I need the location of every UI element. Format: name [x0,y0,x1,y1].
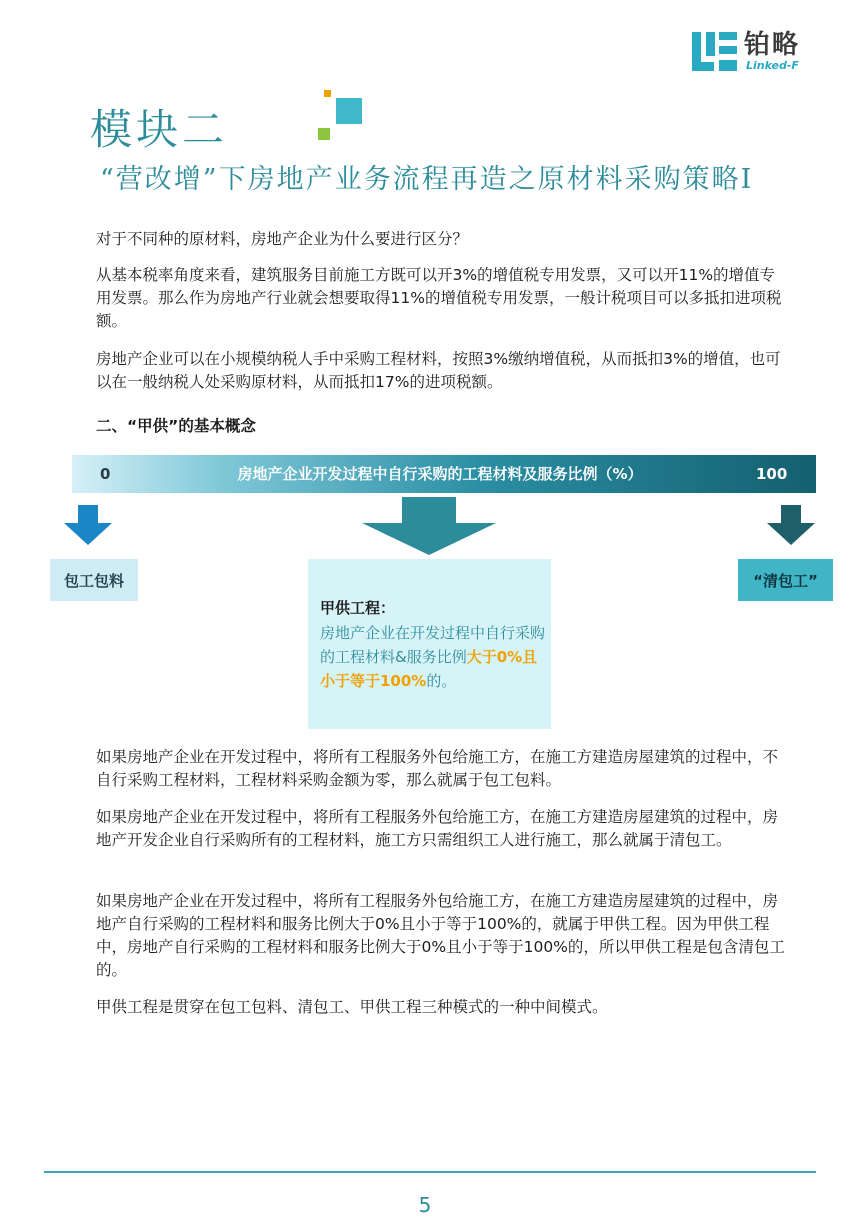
owner-supplied-heading: 甲供工程： [320,599,396,617]
body-paragraph-2: 如果房地产企业在开发过程中，将所有工程服务外包给施工方，在施工方建造房屋建筑的过程中，房地产开发企业自行采购所有的工程材料，施工方只需组织工人进行施工，那么就属于清包工。 [96,808,779,849]
arrow-down-center-icon [362,497,496,555]
brand-logo-icon [692,32,738,72]
definition-end: 的。 [426,672,457,690]
intro-question: 对于不同种的原材料，房地产企业为什么要进行区分？ [96,230,469,248]
page-subtitle: “营改增”下房地产业务流程再造之原材料采购策略Ⅰ [100,164,754,195]
band-right-value: 100 [756,465,788,483]
owner-supplied-definition [320,621,545,693]
brand-name-en: Linked-F [746,59,799,72]
intro-paragraph-2: 房地产企业可以在小规模纳税人手中采购工程材料，按照3%缴纳增值税，从而抵扣3%的增值，也可以在一般纳税人处采购原材料，从而抵扣17%的进项税额。 [96,350,781,391]
footer-divider [44,1171,816,1173]
band-left-value: 0 [100,465,111,483]
definition-text: 房地产企业在开发过程中自行采购的工程材料&服务比例 [320,624,546,666]
arrow-down-right-icon [767,505,815,545]
decorative-squares-icon [316,90,366,144]
body-paragraph-4: 甲供工程是贯穿在包工包料、清包工、甲供工程三种模式的一种中间模式。 [96,998,608,1016]
brand-name-cn: 铂略 [744,30,801,60]
section-heading: 二、“甲供”的基本概念 [96,417,256,435]
intro-paragraph-1: 从基本税率角度来看，建筑服务目前施工方既可以开3%的增值税专用发票，又可以开11%的增值专用发票。那么作为房地产行业就会想要取得11%的增值税专用发票，一般计税项目可以多抵扣进项税额。 [96,266,782,330]
page-number: 5 [418,1193,432,1217]
body-paragraph-3: 如果房地产企业在开发过程中，将所有工程服务外包给施工方，在施工方建造房屋建筑的过程中，房地产自行采购的工程材料和服务比例大于0%且小于等于100%的，就属于甲供工程。因为甲供工程中，房地产自行采购的工程材料和服务比例大于0%且小于等于100%的，所以甲供工程是包含清包工的。 [96,892,785,979]
module-title: 模块二 [90,105,229,154]
definition-highlight: 大于0%且小于等于100% [320,648,538,690]
band-title: 房地产企业开发过程中自行采购的工程材料及服务比例（%） [237,465,643,483]
box-labor-only: “清包工” [738,559,833,601]
box-owner-supplied [308,559,551,729]
box-turnkey: 包工包料 [50,559,138,601]
body-paragraph-1: 如果房地产企业在开发过程中，将所有工程服务外包给施工方，在施工方建造房屋建筑的过程中，不自行采购工程材料，工程材料采购金额为零，那么就属于包工包料。 [96,748,779,789]
arrow-down-left-icon [64,505,112,545]
